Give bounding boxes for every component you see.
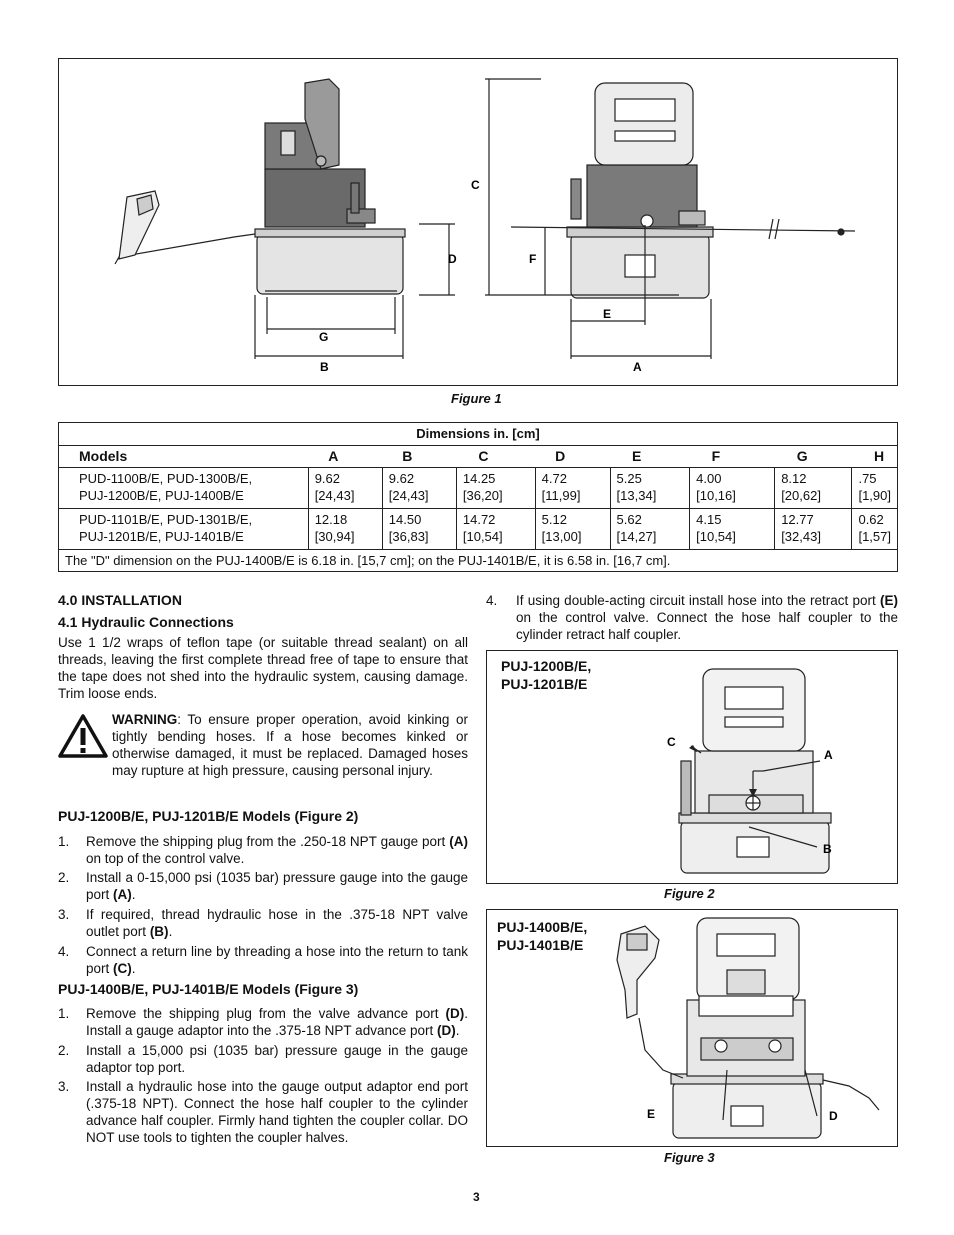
list-text [86,906,468,940]
list-text-part: . [168,924,173,939]
col-h: H [852,446,898,468]
list-item [58,906,468,940]
list-number: 2. [58,1043,70,1058]
model-line: PUJ-1201B/E, PUJ-1401B/E [79,529,244,544]
list-text [86,833,468,867]
cell-in: 9.62 [314,471,340,486]
figure-2-caption: Figure 2 [664,886,715,901]
col-models: Models [59,446,309,468]
cell-cm: [10,16] [696,488,736,503]
list-text: Install a hydraulic hose into the gauge output adaptor end port (.375-18 NPT). Connect the hose half coupler to the cylinder advance half coupler. Firmly hand tighten the coupler collar. DO NOT use tools to tighten the coupler halves. [86,1079,468,1145]
fig1-label-c: C [471,178,480,192]
port-ref: (C) [113,961,132,976]
page-number: 3 [473,1190,480,1204]
dimensions-table [58,422,898,572]
list-number: 4. [486,593,498,608]
list-text-part: Connect a return line by threading a hose into the return to tank port [86,944,468,976]
cell-cm: [36,83] [388,529,429,544]
figure-1-caption: Figure 1 [451,391,502,406]
figure-1-frame [58,58,898,386]
fig2-label-a: A [824,748,833,762]
warning-icon [58,714,108,758]
figure-2-title-line: PUJ-1201B/E [501,676,588,692]
list-number: 3. [58,907,70,922]
cell-cm: [24,43] [314,488,355,503]
list-text-part: on the control valve. Connect the hose half coupler to the cylinder retract half coupler. [516,610,898,642]
cell-in: 5.25 [616,471,642,486]
list-item [58,1042,468,1076]
cell-cm: [24,43] [388,488,429,503]
fig1-label-b: B [320,360,329,374]
hydraulic-connections-heading: 4.1 Hydraulic Connections [58,614,234,630]
port-ref: (A) [449,834,468,849]
list-number: 1. [58,834,70,849]
col-c: C [456,446,535,468]
intro-paragraph: Use 1 1/2 wraps of teflon tape (or suitable thread sealant) on all threads, leaving the first complete thread free of tape to ensure that the tape does not shed into the hydraulic system, causing damage. Trim loose ends. [58,635,468,701]
table-note: The "D" dimension on the PUJ-1400B/E is 6.18 in. [15,7 cm]; on the PUJ-1401B/E, it is 6.58 in. [16,7 cm]. [59,550,898,572]
list-number: 2. [58,870,70,885]
cell-in: 14.72 [462,512,496,527]
col-g: G [775,446,852,468]
cell-in: 14.25 [462,471,496,486]
fig1-label-g: G [319,330,329,344]
list-number: 3. [58,1079,70,1094]
list-text-part: . [131,887,136,902]
cell-cm: [14,27] [616,529,657,544]
list-number: 4. [58,944,70,959]
cell-cm: [30,94] [314,529,355,544]
port-ref: (B) [149,924,169,939]
table-title: Dimensions in. [cm] [59,423,898,446]
cell-in: 9.62 [388,471,415,486]
list-text-part: Remove the shipping plug from the valve advance port [86,1006,439,1021]
cell-in: 14.50 [388,512,422,527]
list-text-part: If using double-acting circuit install hose into the retract port [516,593,876,608]
cell-in: .75 [858,471,877,486]
figure-2-drawing [487,651,897,883]
cell-cm: [32,43] [781,529,821,544]
model-line: PUD-1100B/E, PUD-1300B/E, [79,471,253,486]
cell-cm: [10,54] [696,529,736,544]
cell-in: 4.00 [696,471,722,486]
fig3-label-d: D [829,1109,838,1123]
figure-3-drawing [487,910,897,1146]
fig1-label-d: D [448,252,457,266]
list-item [58,1005,468,1039]
col-f: F [690,446,775,468]
cell-cm: [11,99] [541,488,581,503]
warning-body: : To ensure proper operation, avoid kinking or tightly bending hoses. If a hose becomes kinked or otherwise damaged, it must be replaced. Damaged hoses may rupture at high pressure, causing personal injury. [112,712,468,778]
cell-in: 5.12 [541,512,567,527]
port-ref: (E) [880,593,898,608]
puj1400-heading: PUJ-1400B/E, PUJ-1401B/E Models (Figure 3) [58,981,359,997]
cell-cm: [1,57] [858,529,891,544]
col-e: E [610,446,690,468]
figure-3-caption: Figure 3 [664,1150,715,1165]
list-item [58,869,468,903]
list-item [58,1078,468,1148]
col-a: A [308,446,382,468]
cell-cm: [13,00] [541,529,582,544]
cell-in: 8.12 [781,471,807,486]
fig2-label-b: B [823,842,832,856]
list-item [58,943,468,977]
fig2-label-c: C [667,735,676,749]
port-ref: (D) [445,1006,465,1021]
cell-in: 5.62 [616,512,642,527]
list-text: Install a 15,000 psi (1035 bar) pressure gauge in the gauge adaptor top port. [86,1043,468,1075]
installation-heading: 4.0 INSTALLATION [58,592,182,608]
list-text-part: Install a gauge adaptor into the .375-18 NPT advance port [86,1023,434,1038]
figure-2-title-line: PUJ-1200B/E, [501,658,592,674]
list-text [86,869,468,903]
cell-in: 12.18 [314,512,348,527]
table-row [59,468,898,509]
figure-3-title-line: PUJ-1401B/E [497,937,584,953]
list-item [486,592,898,644]
fig1-label-a: A [633,360,642,374]
figure-3-frame [486,909,898,1147]
cell-cm: [20,62] [781,488,821,503]
cell-in: 12.77 [781,512,814,527]
puj1200-heading: PUJ-1200B/E, PUJ-1201B/E Models (Figure 2) [58,808,359,824]
warning-text [112,711,468,779]
list-text-part: Remove the shipping plug from the .250-18 NPT gauge port [86,834,446,849]
col-d: D [535,446,610,468]
warning-label: WARNING [112,712,178,727]
cell-in: 4.15 [696,512,722,527]
cell-in: 0.62 [858,512,884,527]
list-text [516,592,898,643]
list-item [58,833,468,867]
col-b: B [382,446,456,468]
cell-cm: [13,34] [616,488,657,503]
port-ref: (A) [113,887,132,902]
list-text: Remove the shipping plug from the valve advance port (D). Install a gauge adaptor into the .375-18 NPT advance port (D). [86,1006,468,1038]
table-row [59,509,898,550]
model-line: PUJ-1200B/E, PUJ-1400B/E [79,488,244,503]
figure-1-drawing [59,59,897,385]
list-number: 1. [58,1006,70,1021]
cell-in: 4.72 [541,471,567,486]
cell-cm: [1,90] [858,488,891,503]
list-text-part: . [131,961,136,976]
list-text [86,943,468,977]
port-ref: (D) [437,1023,456,1038]
list-text-part: If required, thread hydraulic hose in the .375-18 NPT valve outlet port [86,907,468,939]
cell-cm: [10,54] [462,529,503,544]
list-text-part: on top of the control valve. [86,851,245,866]
fig3-label-e: E [647,1107,656,1121]
figure-3-title-line: PUJ-1400B/E, [497,919,588,935]
list-text-part: Install a 0-15,000 psi (1035 bar) pressure gauge into the gauge port [86,870,468,902]
fig1-label-e: E [603,307,612,321]
fig1-label-f: F [529,252,537,266]
figure-2-frame [486,650,898,884]
cell-cm: [36,20] [462,488,503,503]
model-line: PUD-1101B/E, PUD-1301B/E, [79,512,253,527]
